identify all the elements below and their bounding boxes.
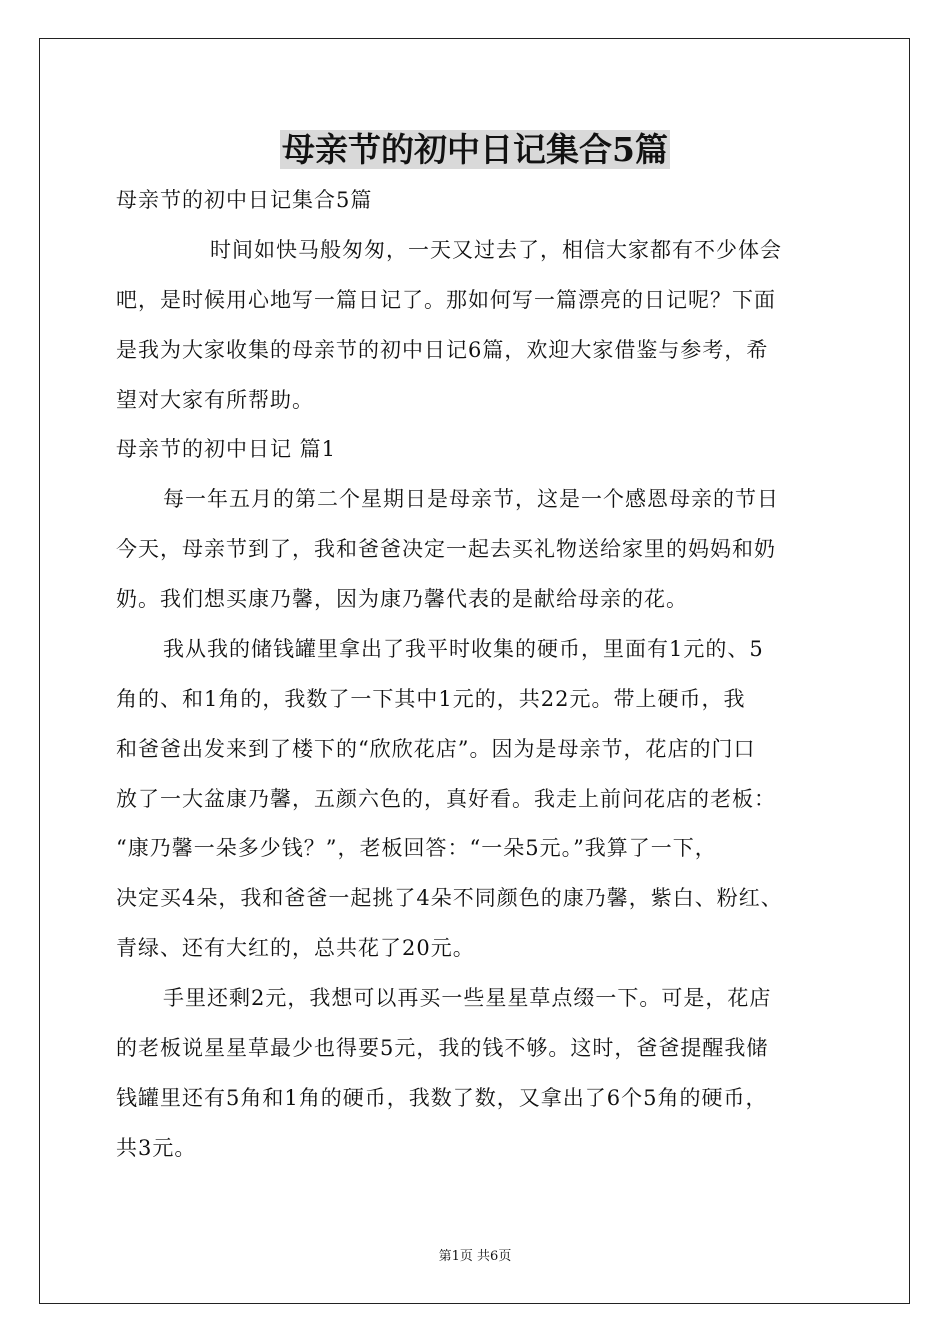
paragraph-line: 我从我的储钱罐里拿出了我平时收集的硬币，里面有1元的、5	[163, 637, 764, 661]
section-heading: 母亲节的初中日记 篇1	[116, 437, 337, 461]
paragraph-line: 放了一大盆康乃馨，五颜六色的，真好看。我走上前问花店的老板：	[116, 787, 776, 811]
paragraph-line: 手里还剩2元，我想可以再买一些星星草点缀一下。可是，花店	[163, 986, 772, 1010]
paragraph-line: 青绿、还有大红的，总共花了20元。	[116, 936, 475, 960]
paragraph-line: 共3元。	[116, 1136, 197, 1160]
document-title: 母亲节的初中日记集合5篇	[282, 130, 668, 169]
intro-line: 是我为大家收集的母亲节的初中日记6篇，欢迎大家借鉴与参考，希	[116, 338, 769, 362]
paragraph-line: 今天，母亲节到了，我和爸爸决定一起去买礼物送给家里的妈妈和奶	[116, 537, 776, 561]
paragraph-line: 奶。我们想买康乃馨，因为康乃馨代表的是献给母亲的花。	[116, 587, 688, 611]
page-border	[39, 38, 910, 1304]
paragraph-line: 每一年五月的第二个星期日是母亲节，这是一个感恩母亲的节日	[163, 487, 779, 511]
paragraph-line: “康乃馨一朵多少钱？”，老板回答：“一朵5元。”我算了一下，	[116, 836, 717, 860]
paragraph-line: 决定买4朵，我和爸爸一起挑了4朵不同颜色的康乃馨，紫白、粉红、	[116, 886, 783, 910]
page-number-footer: 第1页 共6页	[438, 1249, 512, 1264]
paragraph-line: 的老板说星星草最少也得要5元，我的钱不够。这时，爸爸提醒我储	[116, 1036, 769, 1060]
intro-line: 时间如快马般匆匆，一天又过去了，相信大家都有不少体会	[210, 238, 782, 262]
document-subtitle: 母亲节的初中日记集合5篇	[116, 188, 373, 212]
intro-line: 望对大家有所帮助。	[116, 388, 314, 412]
paragraph-line: 钱罐里还有5角和1角的硬币，我数了数，又拿出了6个5角的硬币，	[116, 1086, 768, 1110]
intro-line: 吧，是时候用心地写一篇日记了。那如何写一篇漂亮的日记呢？下面	[116, 288, 776, 312]
paragraph-line: 和爸爸出发来到了楼下的“欣欣花店”。因为是母亲节，花店的门口	[116, 737, 756, 761]
paragraph-line: 角的、和1角的，我数了一下其中1元的，共22元。带上硬币，我	[116, 687, 746, 711]
